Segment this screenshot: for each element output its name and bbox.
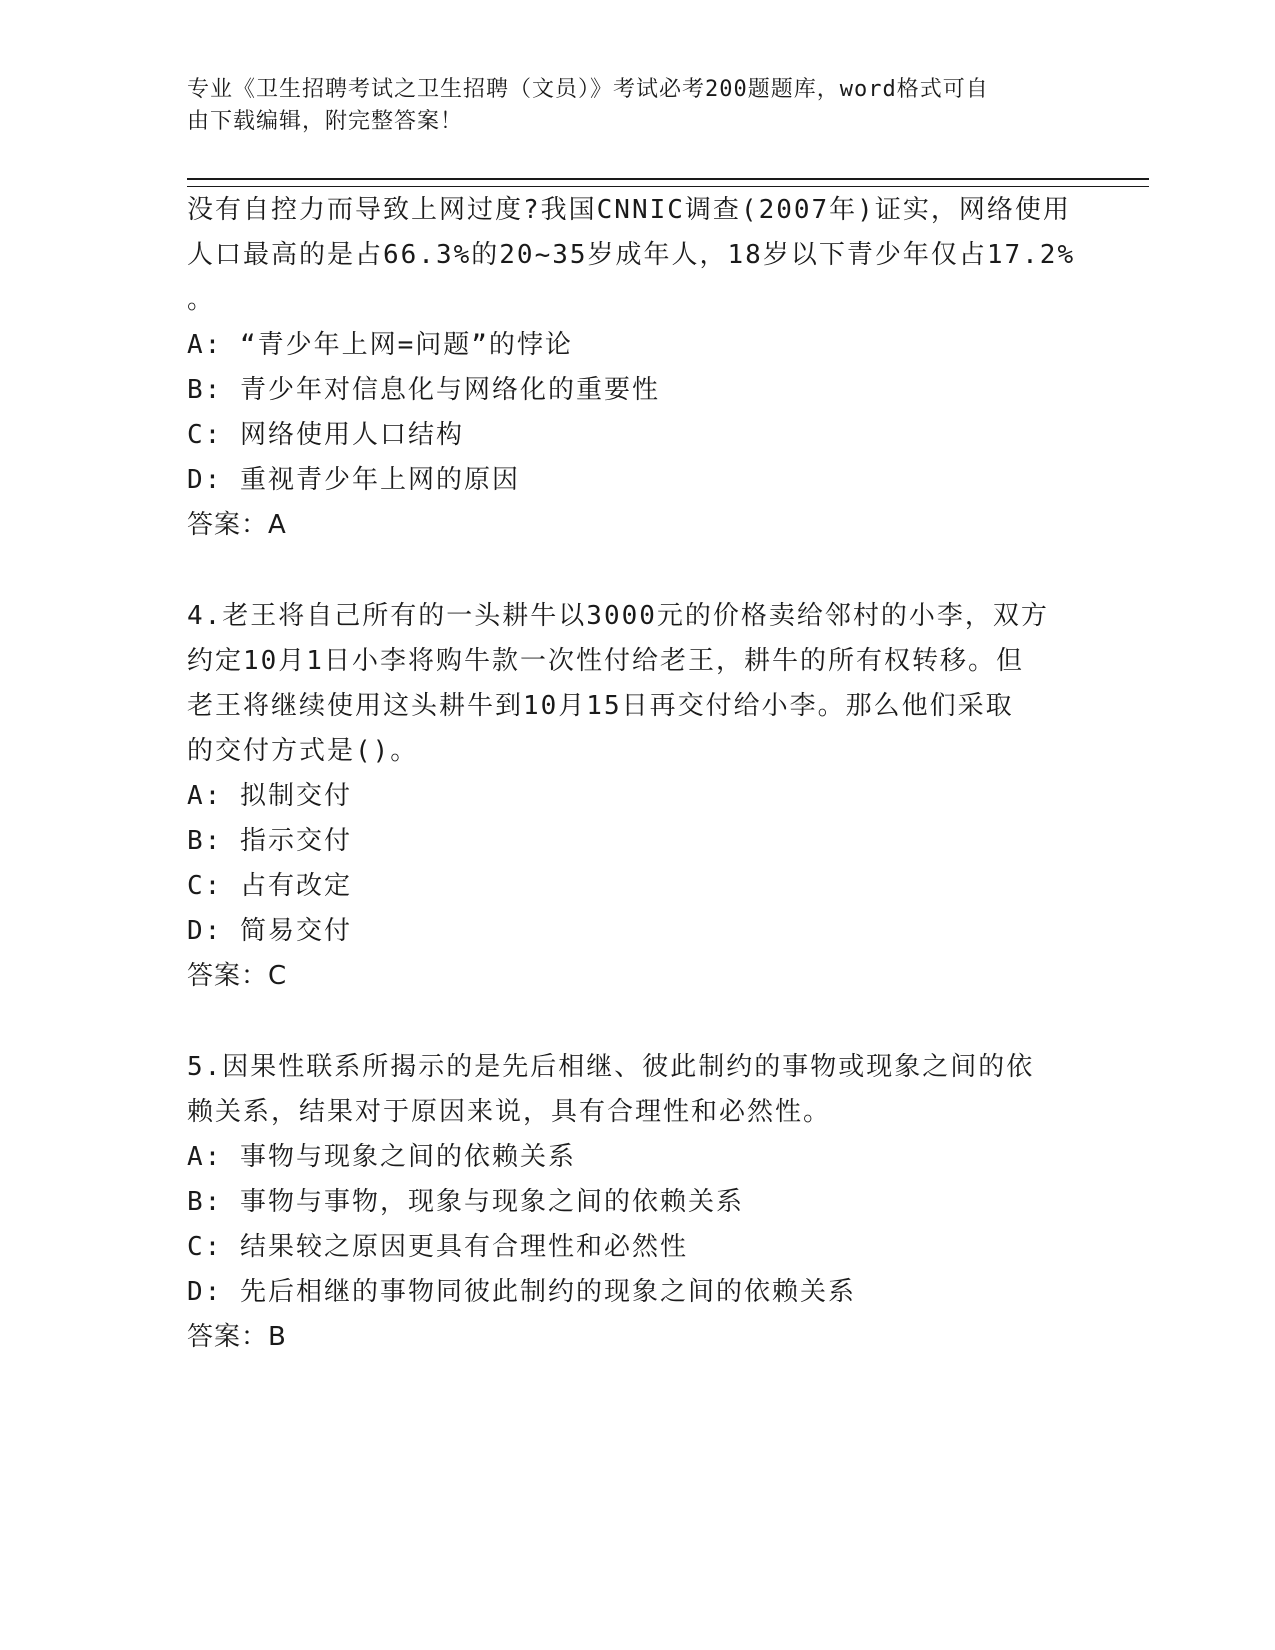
answer-label: 答案：A bbox=[187, 510, 287, 540]
question-stem-line: 4.老王将自己所有的一头耕牛以3000元的价格卖给邻村的小李，双方 bbox=[187, 601, 1049, 631]
document-header bbox=[187, 74, 1067, 138]
option-b: B: 事物与事物，现象与现象之间的依赖关系 bbox=[187, 1187, 744, 1217]
header-divider bbox=[187, 178, 1149, 187]
answer-label: 答案：B bbox=[187, 1322, 287, 1352]
question-list bbox=[187, 188, 1087, 1360]
question-stem-line: 人口最高的是占66.3%的20~35岁成年人，18岁以下青少年仅占17.2% bbox=[187, 240, 1076, 270]
question-stem-line: 老王将继续使用这头耕牛到10月15日再交付给小李。那么他们采取 bbox=[187, 691, 1014, 721]
question-stem-line: 约定10月1日小李将购牛款一次性付给老王，耕牛的所有权转移。但 bbox=[187, 646, 1024, 676]
option-d: D: 重视青少年上网的原因 bbox=[187, 465, 520, 495]
header-title-line-1: 专业《卫生招聘考试之卫生招聘（文员）》考试必考200题题库，word格式可自 bbox=[187, 77, 989, 102]
option-c: C: 占有改定 bbox=[187, 871, 352, 901]
option-d: D: 先后相继的事物同彼此制约的现象之间的依赖关系 bbox=[187, 1277, 856, 1307]
question-3 bbox=[187, 188, 1087, 548]
spacer bbox=[187, 999, 1087, 1045]
option-a: A: “青少年上网=问题”的悖论 bbox=[187, 330, 573, 360]
spacer bbox=[187, 548, 1087, 594]
option-b: B: 青少年对信息化与网络化的重要性 bbox=[187, 375, 660, 405]
question-stem-line: 5.因果性联系所揭示的是先后相继、彼此制约的事物或现象之间的依 bbox=[187, 1052, 1035, 1082]
option-b: B: 指示交付 bbox=[187, 826, 352, 856]
option-c: C: 网络使用人口结构 bbox=[187, 420, 464, 450]
option-a: A: 事物与现象之间的依赖关系 bbox=[187, 1142, 576, 1172]
question-stem-line: 。 bbox=[187, 285, 216, 315]
question-5 bbox=[187, 1045, 1087, 1360]
option-c: C: 结果较之原因更具有合理性和必然性 bbox=[187, 1232, 688, 1262]
question-stem-line: 赖关系，结果对于原因来说，具有合理性和必然性。 bbox=[187, 1097, 832, 1127]
question-4 bbox=[187, 594, 1087, 999]
answer-label: 答案：C bbox=[187, 961, 288, 991]
question-stem-line: 没有自控力而导致上网过度?我国CNNIC调查(2007年)证实，网络使用 bbox=[187, 195, 1071, 225]
header-title-line-2: 由下载编辑，附完整答案！ bbox=[187, 109, 464, 134]
option-a: A: 拟制交付 bbox=[187, 781, 352, 811]
option-d: D: 简易交付 bbox=[187, 916, 352, 946]
question-stem-line: 的交付方式是()。 bbox=[187, 736, 419, 766]
